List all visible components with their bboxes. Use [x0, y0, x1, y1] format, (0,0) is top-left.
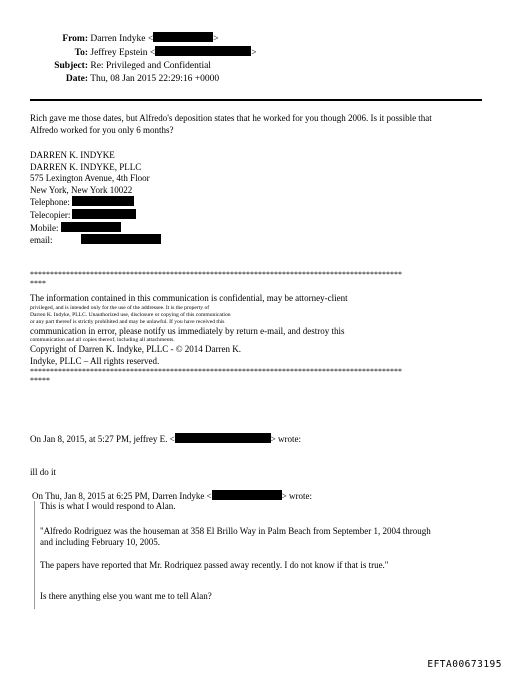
stars-end: ***** — [30, 376, 50, 385]
signature-name: DARREN K. INDYKE — [30, 150, 115, 160]
redaction-box — [153, 32, 213, 42]
document-id: EFTA00673195 — [427, 659, 502, 670]
disclaimer-small: communication and all copies thereof, including all attachments. — [30, 337, 175, 343]
quoted-line: "Alfredo Rodriguez was the houseman at 358 El Brillo Way in Palm Beach from September 1, 2004 through — [40, 525, 431, 536]
date-value: Thu, 08 Jan 2015 22:29:16 +0000 — [90, 74, 220, 84]
to-value: Jeffrey Epstein < — [90, 48, 156, 58]
subject-label: Subject: — [54, 61, 88, 71]
redaction-box — [72, 196, 134, 206]
email-header — [30, 32, 290, 86]
message-line: Alfredo worked for you only 6 months? — [30, 124, 174, 135]
mobile-row — [30, 222, 290, 235]
signature-address2: New York, New York 10022 — [30, 184, 133, 195]
stars-divider: ********************************************************************************************* — [30, 367, 402, 376]
from-close: > — [213, 34, 219, 44]
quote-bar — [34, 501, 35, 609]
date-label: Date: — [65, 74, 88, 84]
signature-block — [30, 150, 290, 247]
disclaimer-small: Darren K. Indyke, PLLC. Unauthorized use, disclosure or copying of this communication — [30, 311, 231, 318]
message-body — [30, 113, 490, 136]
telecopier-row — [30, 209, 290, 222]
quote-intro — [30, 433, 301, 446]
quote-text: ill do it — [30, 467, 57, 477]
to-row — [30, 46, 290, 60]
redaction-box — [81, 234, 161, 244]
quote-intro-text: On Jan 8, 2015, at 5:27 PM, jeffrey E. < — [30, 434, 175, 444]
disclaimer-small: or any part thereof is strictly prohibited and may be unlawful. If you have received this — [30, 318, 225, 325]
signature-firm: DARREN K. INDYKE, PLLC — [30, 161, 142, 172]
quoted-line: The papers have reported that Mr. Rodriquez passed away recently. I do not know if that is true." — [40, 559, 389, 570]
mobile-label: Mobile: — [30, 222, 59, 233]
quote-intro-close: > wrote: — [270, 434, 301, 444]
subject-value: Re: Privileged and Confidential — [90, 61, 211, 71]
from-label: From: — [62, 34, 88, 44]
stars-divider: ********************************************************************************************* — [30, 270, 402, 279]
quote-intro-close: > wrote: — [281, 491, 312, 501]
disclaimer-line: communication in error, please notify us immediately by return e-mail, and destroy this — [30, 325, 345, 336]
quote-intro-text: On Thu, Jan 8, 2015 at 6:25 PM, Darren Indyke < — [32, 491, 212, 501]
subject-row — [30, 60, 290, 73]
quoted-line: and including February 10, 2005. — [40, 537, 160, 547]
header-divider — [30, 99, 482, 101]
email-row — [30, 234, 290, 247]
telecopier-label: Telecopier: — [30, 209, 71, 220]
quoted-message — [40, 501, 490, 603]
telephone-row — [30, 196, 290, 209]
from-value: Darren Indyke < — [90, 34, 154, 44]
to-close: > — [251, 48, 257, 58]
disclaimer-line: The information contained in this communication is confidential, may be attorney-client — [30, 293, 348, 303]
date-row — [30, 73, 290, 86]
redaction-box — [212, 490, 282, 500]
quoted-line: Is there anything else you want me to tell Alan? — [40, 591, 212, 601]
disclaimer-block — [30, 270, 485, 385]
quoted-line: This is what I would respond to Alan. — [40, 501, 176, 511]
from-row — [30, 32, 290, 46]
redaction-box — [155, 46, 251, 56]
email-label: email: — [30, 235, 53, 246]
signature-address1: 575 Lexington Avenue, 4th Floor — [30, 173, 150, 184]
disclaimer-small: privileged, and is intended only for the use of the addressee. It is the property of — [30, 304, 210, 311]
redaction-box — [175, 433, 271, 443]
copyright-line: Indyke, PLLC – All rights reserved. — [30, 355, 160, 366]
redaction-box — [61, 222, 121, 232]
telephone-label: Telephone: — [30, 197, 70, 208]
to-label: To: — [74, 48, 88, 58]
stars-short: **** — [30, 279, 46, 288]
message-line: Rich gave me those dates, but Alfredo's deposition states that he worked for you though 2006. Is it possible that — [30, 113, 432, 123]
redaction-box — [72, 209, 136, 219]
copyright-line: Copyright of Darren K. Indyke, PLLC - © 2014 Darren K. — [30, 344, 242, 354]
